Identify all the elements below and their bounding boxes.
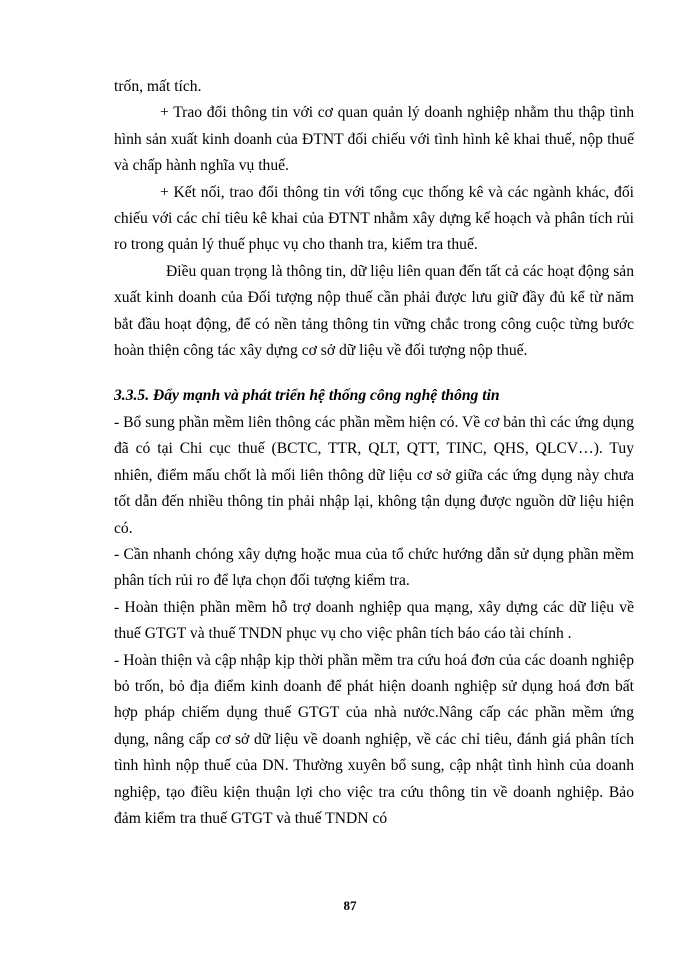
section-heading: 3.3.5. Đẩy mạnh và phát triển hệ thống công nghệ thông tin	[114, 387, 500, 405]
page-number: 87	[343, 898, 357, 913]
paragraph-invoice-lookup: - Hoàn thiện và cập nhập kịp thời phần mềm tra cứu hoá đơn của các doanh nghiệp bỏ trốn, bỏ địa điểm kinh doanh để phát hiện doanh nghiệp sử dụng hoá đơn bất hợp pháp chiếm dụng thuế GTGT của nhà nước.Nâng cấp các phần mềm ứng dụng, nâng cấp cơ sở dữ liệu về doanh nghiệp, về các chỉ tiêu, đánh giá phân tích tình hình nộp thuế của DN. Thường xuyên bổ sung, cập nhật tình hình của doanh nghiệp, tạo điều kiện thuận lợi cho việc tra cứu thông tin về doanh nghiệp. Bảo đảm kiểm tra thuế GTGT và thuế TNDN có	[114, 651, 634, 827]
paragraph-continuation: trốn, mất tích.	[114, 78, 202, 95]
body-text	[114, 74, 634, 832]
paragraph-risk-software: - Cần nhanh chóng xây dựng hoặc mua của tổ chức hướng dẫn sử dụng phần mềm phân tích rủi ro để lựa chọn đối tượng kiểm tra.	[114, 545, 634, 590]
paragraph-important-data: Điều quan trọng là thông tin, dữ liệu liên quan đến tất cả các hoạt động sản xuất kinh doanh của Đối tượng nộp thuế cần phải được lưu giữ đầy đủ kể từ năm bắt đầu hoạt động, để có nền tảng thông tin vững chắc trong công cuộc từng bước hoàn thiện công tác xây dựng cơ sở dữ liệu về đối tượng nộp thuế.	[114, 262, 634, 360]
paragraph-online-support: - Hoàn thiện phần mềm hỗ trợ doanh nghiệp qua mạng, xây dựng các dữ liệu về thuế GTGT và thuế TNDN phục vụ cho việc phân tích báo cáo tài chính .	[114, 598, 634, 643]
paragraph-bullet-exchange-statistics: + Kết nối, trao đổi thông tin với tổng cục thống kê và các ngành khác, đối chiếu với các chỉ tiêu kê khai của ĐTNT nhằm xây dựng kế hoạch và phân tích rủi ro trong quản lý thuế phục vụ cho thanh tra, kiểm tra thuế.	[114, 183, 634, 254]
paragraph-bullet-exchange-business: + Trao đổi thông tin với cơ quan quản lý doanh nghiệp nhằm thu thập tình hình sản xuất kinh doanh của ĐTNT đối chiếu với tình hình kê khai thuế, nộp thuế và chấp hành nghĩa vụ thuế.	[114, 104, 634, 175]
paragraph-software-integration: - Bổ sung phần mềm liên thông các phần mềm hiện có. Về cơ bản thì các ứng dụng đã có tại Chi cục thuế (BCTC, TTR, QLT, QTT, TINC, QHS, QLCV…). Tuy nhiên, điểm mấu chốt là mối liên thông dữ liệu cơ sở giữa các ứng dụng này chưa tốt dẫn đến nhiều thông tin phải nhập lại, không tận dụng được nguồn dữ liệu hiện có.	[114, 413, 634, 537]
